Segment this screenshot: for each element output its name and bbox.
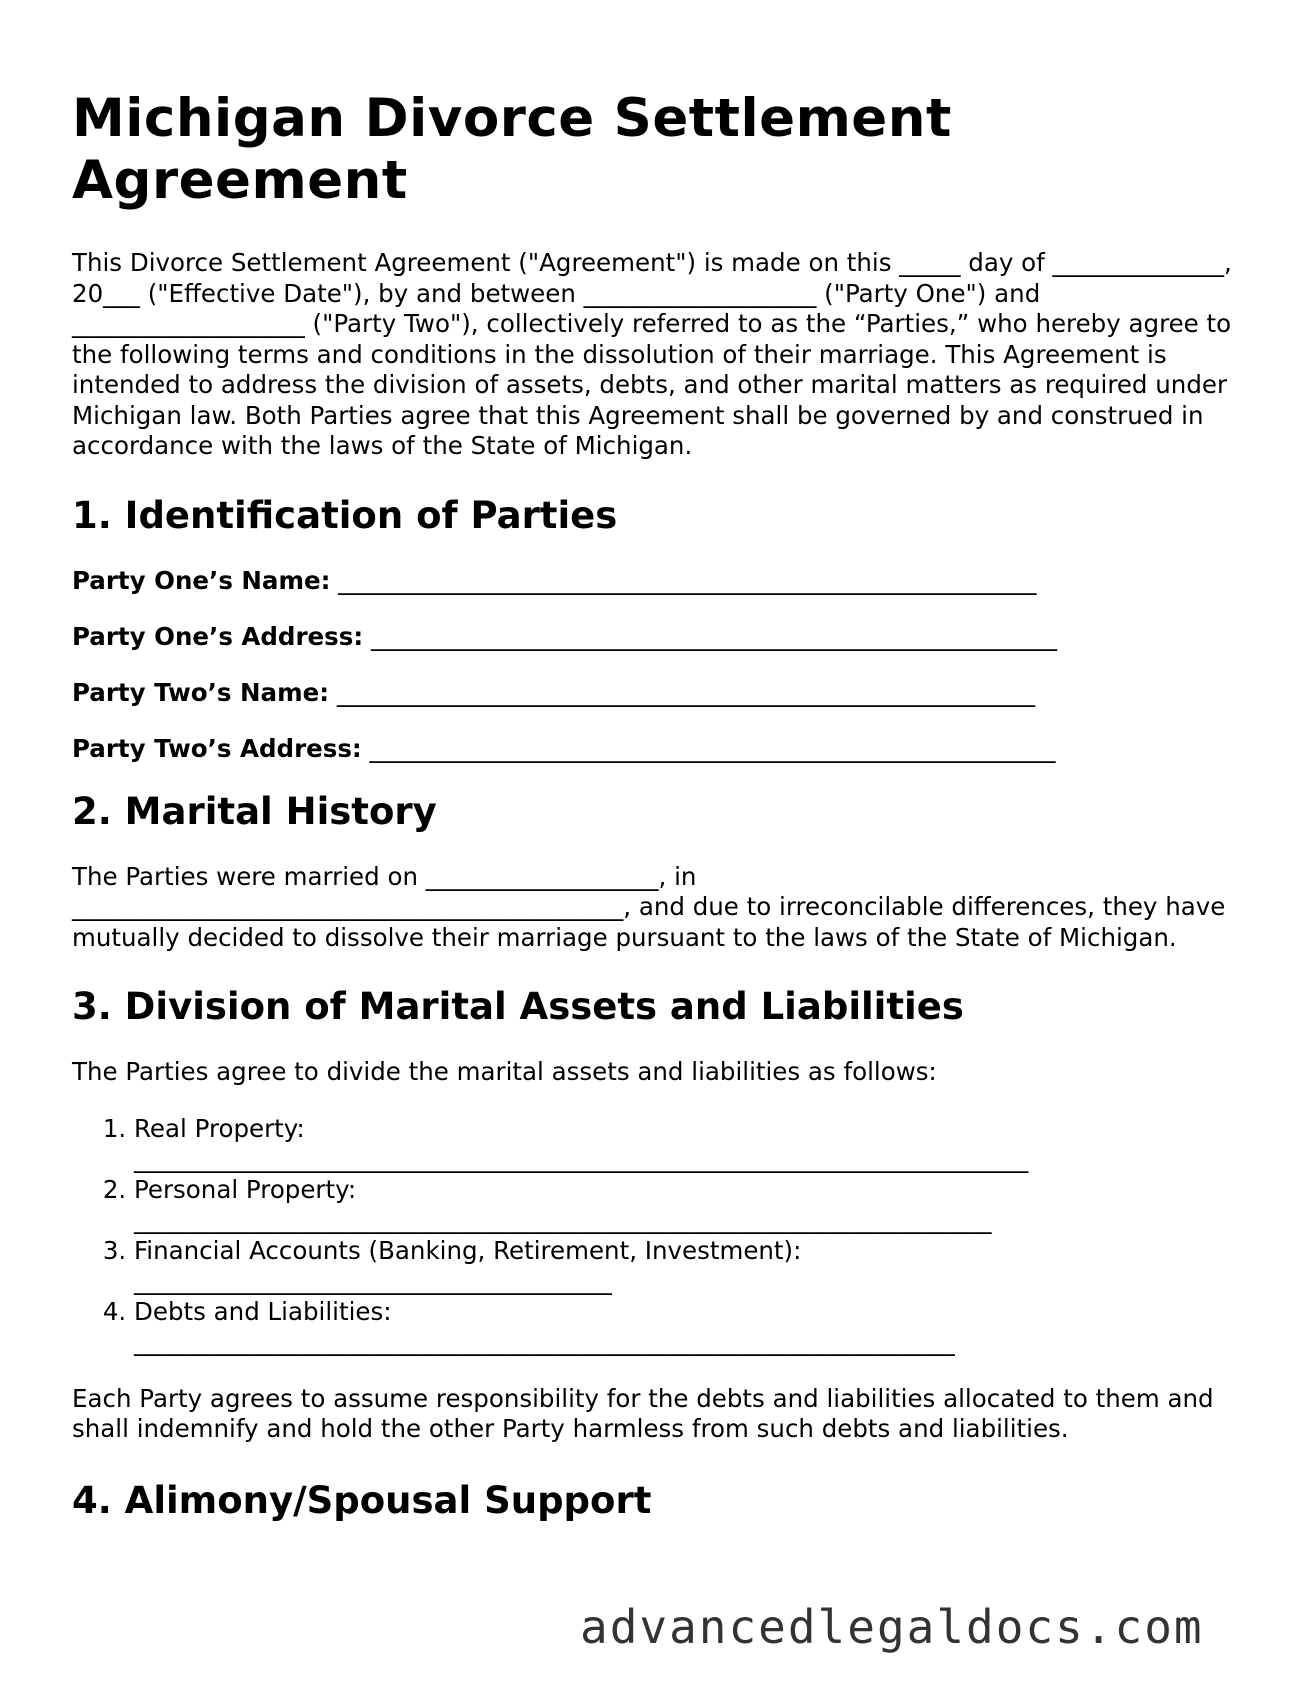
list-item-label: Financial Accounts (Banking, Retirement, Investment): — [134, 1235, 802, 1265]
list-item-label: Real Property: — [134, 1113, 305, 1143]
field-blank[interactable]: _________________________________________________________ — [338, 565, 1037, 595]
section-3-heading: 3. Division of Marital Assets and Liabilities — [72, 985, 964, 1028]
assets-intro-paragraph: The Parties agree to divide the marital assets and liabilities as follows: — [72, 1057, 937, 1086]
list-item-debts-liabilities — [134, 1297, 1240, 1358]
list-item-personal-property — [134, 1175, 1240, 1236]
list-item-blank[interactable]: ___________________________________________________________________ — [134, 1326, 955, 1356]
indemnification-paragraph: Each Party agrees to assume responsibility for the debts and liabilities allocated to them and shall indemnify and hold the other Party harmless from such debts and liabilities. — [72, 1383, 1214, 1443]
list-item-label: Personal Property: — [134, 1174, 357, 1204]
document-title: Michigan Divorce Settlement Agreement — [72, 88, 952, 211]
field-label: Party One’s Name: — [72, 565, 331, 595]
list-item-blank[interactable]: ______________________________________________________________________ — [134, 1204, 992, 1234]
intro-paragraph: This Divorce Settlement Agreement ("Agreement") is made on this _____ day of ______________, 20___ ("Effective Date"), by and between ___________________ ("Party One") and ___________________ ("Party Two"), collectively referred to as the “Parties,” who hereby agree to the following terms and conditions in the dissolution of their marriage. This Agreement is intended to address the division of assets, debts, and other marital matters as required under Michigan law. Both Parties agree that this Agreement shall be governed by and construed in accordance with the laws of the State of Michigan. — [72, 248, 1232, 460]
party-two-name-field[interactable] — [72, 678, 1240, 708]
document-page — [72, 88, 1240, 1551]
list-item-blank[interactable]: _________________________________________________________________________ — [134, 1143, 1029, 1173]
field-label: Party Two’s Address: — [72, 733, 362, 763]
field-blank[interactable]: ________________________________________________________ — [369, 733, 1056, 763]
field-blank[interactable]: _________________________________________________________ — [336, 677, 1036, 707]
field-blank[interactable]: ________________________________________________________ — [370, 621, 1057, 651]
assets-list — [72, 1114, 1240, 1358]
watermark: advancedlegaldocs.com — [580, 1600, 1204, 1654]
list-item-blank[interactable]: _______________________________________ — [134, 1265, 612, 1295]
field-label: Party Two’s Name: — [72, 677, 330, 707]
party-one-name-field[interactable] — [72, 566, 1240, 596]
section-1-heading: 1. Identification of Parties — [72, 493, 618, 537]
party-fields — [72, 566, 1240, 764]
marital-history-paragraph: The Parties were married on ___________________, in _____________________________________________, and due to irreconcilable differences, they have mutually decided to dissolve their marriage pursuant to the laws of the State of Michigan. — [72, 861, 1226, 952]
field-label: Party One’s Address: — [72, 621, 364, 651]
list-item-financial-accounts — [134, 1236, 1240, 1297]
list-item-real-property — [134, 1114, 1240, 1175]
list-item-label: Debts and Liabilities: — [134, 1296, 392, 1326]
section-2-heading: 2. Marital History — [72, 789, 437, 833]
party-two-address-field[interactable] — [72, 734, 1240, 764]
section-4-heading: 4. Alimony/Spousal Support — [72, 1478, 652, 1522]
party-one-address-field[interactable] — [72, 622, 1240, 652]
